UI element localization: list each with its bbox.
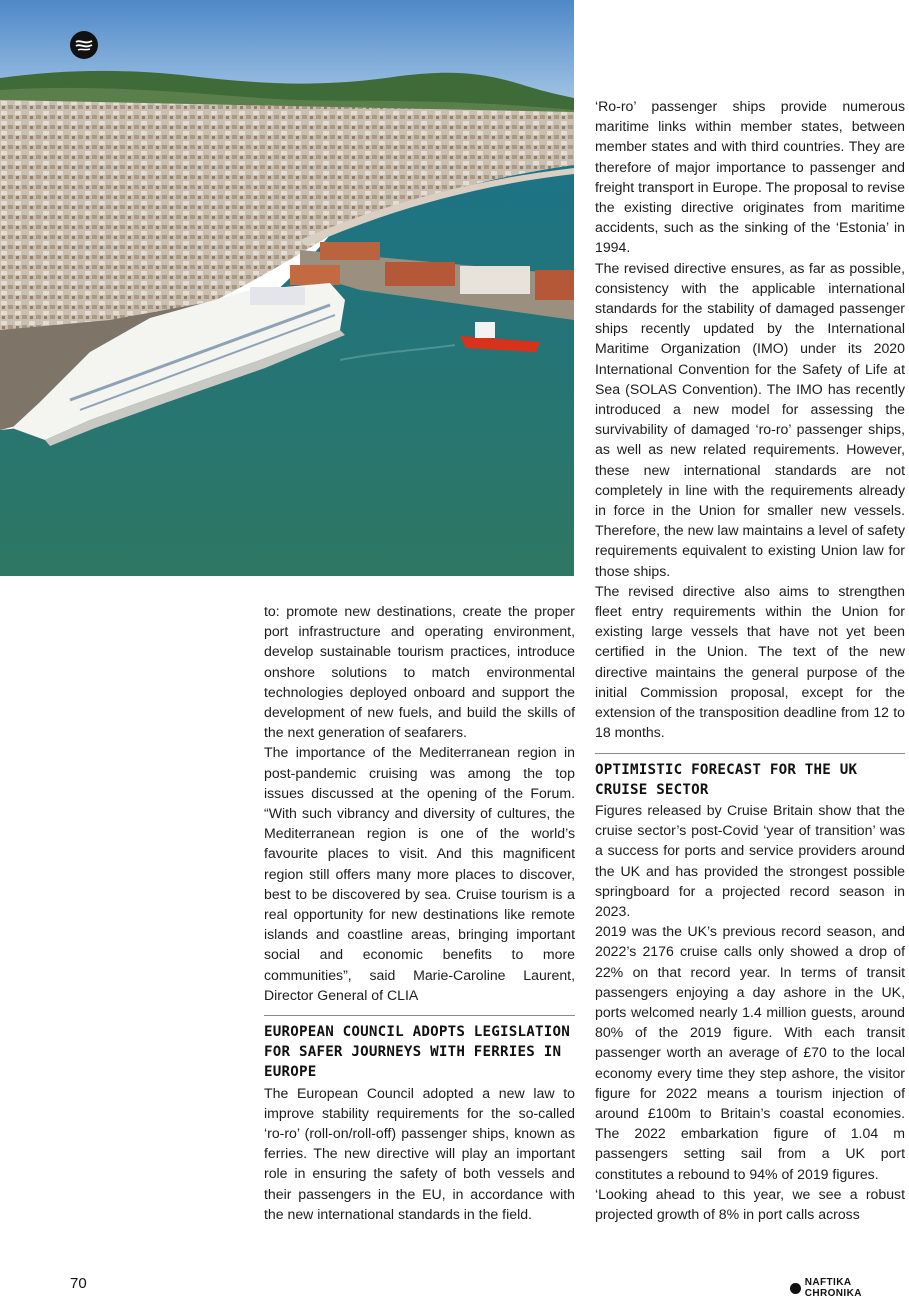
port-aerial-photo bbox=[0, 0, 574, 576]
section-heading-uk-cruise: OPTIMISTIC FORECAST FOR THE UK CRUISE SECTOR bbox=[595, 761, 858, 798]
section-divider bbox=[264, 1015, 575, 1016]
paragraph: The revised directive ensures, as far as possible, consistency with the applicable international standards for the stability of damaged passenger ships recently updated by the International Maritime Organization (IMO) under its 2020 International Convention for the Safety of Life at Sea (SOLAS Convention). The IMO has recently introduced a new model for assessing the survivability of damaged ‘ro-ro’ passenger ships, as well as new related requirements. However, these new international standards are not completely in line with the requirements already in force in the Union for smaller new vessels. Therefore, the new law maintains a level of safety requirements equivalent to existing Union law for those ships. bbox=[595, 259, 905, 579]
paragraph: to: promote new destinations, create the proper port infrastructure and operating environment, develop sustainable tourism practices, introduce onshore solutions to match environmental technologies deployed onboard and support the development of new fuels, and build the skills of the next generation of seafarers. bbox=[264, 603, 575, 741]
paragraph: ‘Looking ahead to this year, we see a robust projected growth of 8% in port calls across bbox=[595, 1185, 905, 1222]
photo-illustration bbox=[0, 0, 574, 576]
right-text-column bbox=[595, 96, 905, 1224]
section-divider bbox=[595, 753, 905, 754]
footer-brand bbox=[790, 1277, 909, 1299]
left-text-column bbox=[264, 601, 575, 1224]
paragraph: ‘Ro-ro’ passenger ships provide numerous maritime links within member states, between member states and with third countries. They are therefore of major importance to passenger and freight transport in Europe. The proposal to revise the existing directive originates from maritime accidents, such as the sinking of the ‘Estonia’ in 1994. bbox=[595, 98, 905, 256]
section-heading-european-council: EUROPEAN COUNCIL ADOPTS LEGISLATION FOR SAFER JOURNEYS WITH FERRIES IN EUROPE bbox=[264, 1024, 570, 1081]
paragraph: 2019 was the UK’s previous record season, and 2022’s 2176 cruise calls only showed a drop of 22% on that record year. In terms of transit passengers enjoying a day ashore in the UK, ports welcomed nearly 1.4 million guests, around 80% of the 2019 figure. With each transit passenger worth an average of £70 to the local economy every time they step ashore, the visitor figure for 2022 means a tourism injection of around £100m to Britain’s coastal economies. The 2022 embarkation figure of 1.04 m passengers setting sail from a UK port constitutes a rebound to 94% of 2019 figures. bbox=[595, 923, 905, 1182]
brand-logo-icon bbox=[790, 1283, 801, 1294]
brand-name: NAFTIKA CHRONIKA bbox=[804, 1277, 862, 1299]
paragraph: Figures released by Cruise Britain show that the cruise sector’s post-Covid ‘year of transition’ was a success for ports and service providers around the UK and has provided the strongest possible springboard for a projected record season in 2023. bbox=[595, 801, 905, 919]
paragraph: The importance of the Mediterranean region in post-pandemic cruising was among the top issues discussed at the opening of the Forum. “With such vibrancy and diversity of cultures, the Mediterranean region is one of the world’s favourite places to visit. And this magnificent region still offers many more places to discover, best to be discovered by sea. Cruise tourism is a real opportunity for new destinations like remote islands and coastline areas, bringing important social and economic benefits to more communities”, said Marie-Caroline Laurent, Director General of CLIA bbox=[264, 744, 575, 1003]
naftika-chronika-waves-icon bbox=[70, 31, 98, 59]
paragraph: The European Council adopted a new law to improve stability requirements for the so-called ‘ro-ro’ (roll-on/roll-off) passenger ships, known as ferries. The new directive will play an important role in ensuring the safety of both vessels and their passengers in the EU, in accordance with the new international standards in the field. bbox=[264, 1084, 575, 1222]
page-number: 70 bbox=[70, 1275, 87, 1292]
paragraph: The revised directive also aims to strengthen fleet entry requirements within the Union for existing large vessels that have not yet been certified in the Union. The text of the new directive maintains the general purpose of the initial Commission proposal, except for the extension of the transposition deadline from 12 to 18 months. bbox=[595, 582, 905, 741]
